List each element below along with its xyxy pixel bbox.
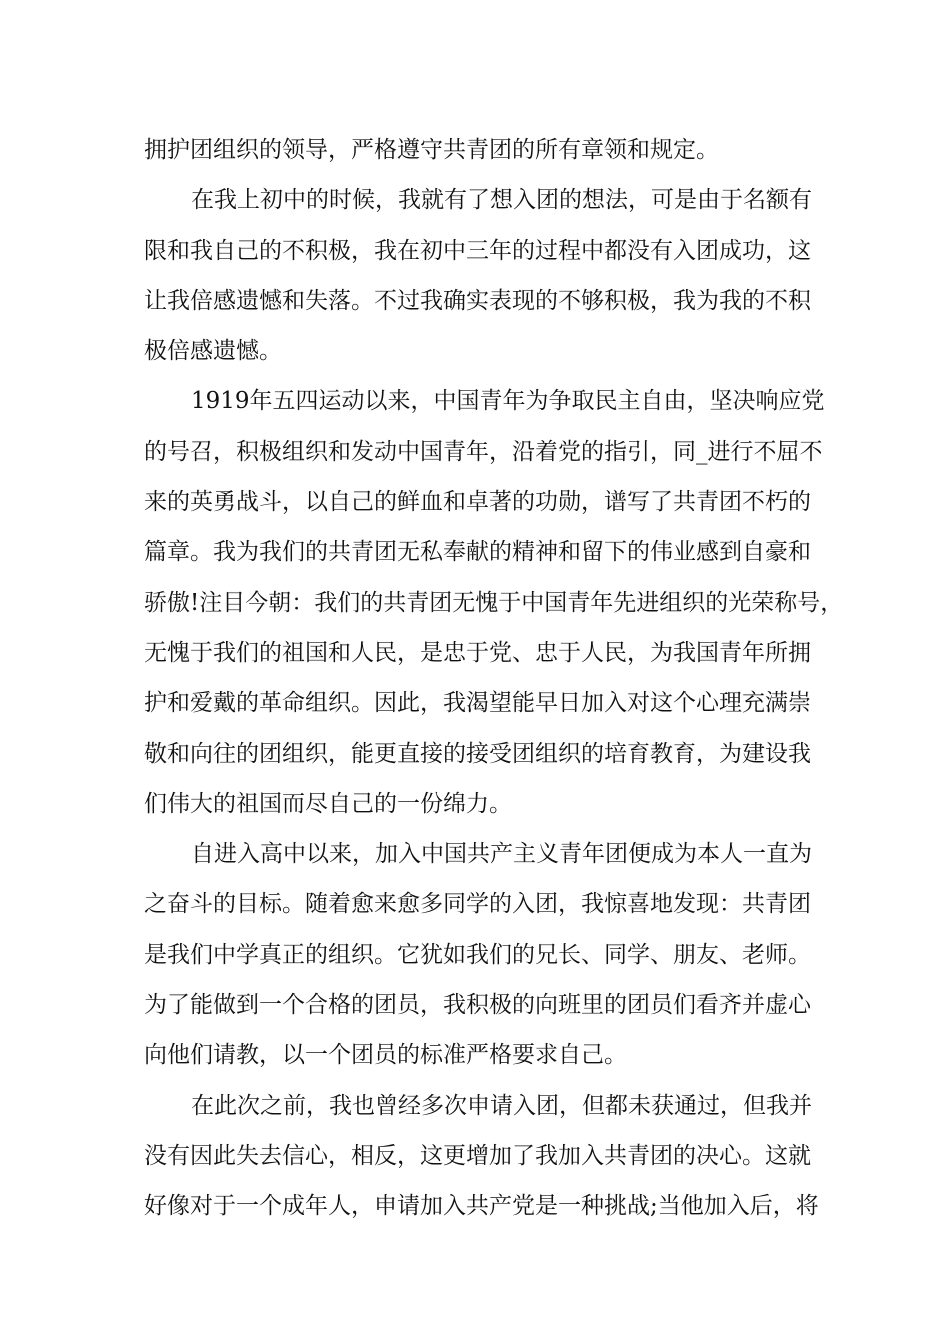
document-body [144,125,844,1232]
paragraph-3-line-6: 无愧于我们的祖国和人民，是忠于党、忠于人民，为我国青年所拥 [144,639,811,666]
paragraph-3-line-9: 们伟大的祖国而尽自己的一份绵力。 [144,790,512,817]
paragraph-4-line-2: 之奋斗的目标。随着愈来愈多同学的入团，我惊喜地发现：共青团 [144,891,811,918]
paragraph-4-line-1: 自进入高中以来，加入中国共产主义青年团便成为本人一直为 [191,841,812,868]
paragraph-4-line-3: 是我们中学真正的组织。它犹如我们的兄长、同学、朋友、老师。 [144,941,811,968]
paragraph-5-line-3: 好像对于一个成年人，申请加入共产党是一种挑战;当他加入后，将 [144,1193,819,1220]
paragraph-2-line-2: 限和我自己的不积极，我在初中三年的过程中都没有入团成功，这 [144,237,811,264]
paragraph-3-line-8: 敬和向往的团组织，能更直接的接受团组织的培育教育，为建设我 [144,740,811,767]
paragraph-2-line-3: 让我倍感遗憾和失落。不过我确实表现的不够积极，我为我的不积 [144,287,811,314]
paragraph-2-line-4: 极倍感遗憾。 [144,338,282,365]
paragraph-2-line-1: 在我上初中的时候，我就有了想入团的想法，可是由于名额有 [191,187,812,214]
paragraph-1-line-1: 拥护团组织的领导，严格遵守共青团的所有章领和规定。 [144,137,719,163]
paragraph-3-line-5: 骄傲!注目今朝：我们的共青团无愧于中国青年先进组织的光荣称号， [144,589,844,616]
paragraph-3-line-7: 护和爱戴的革命组织。因此，我渴望能早日加入对这个心理充满崇 [144,690,811,717]
paragraph-3-line-3: 来的英勇战斗，以自己的鲜血和卓著的功勋，谱写了共青团不朽的 [144,489,811,516]
paragraph-5-line-2: 没有因此失去信心，相反，这更增加了我加入共青团的决心。这就 [144,1142,811,1169]
paragraph-5-line-1: 在此次之前，我也曾经多次申请入团，但都未获通过，但我并 [191,1092,812,1119]
paragraph-3-line-1: 1919年五四运动以来，中国青年为争取民主自由，坚决响应党 [191,388,825,415]
paragraph-3-line-4: 篇章。我为我们的共青团无私奉献的精神和留下的伟业感到自豪和 [144,539,811,566]
paragraph-4-line-4: 为了能做到一个合格的团员，我积极的向班里的团员们看齐并虚心 [144,992,811,1019]
paragraph-4-line-5: 向他们请教，以一个团员的标准严格要求自己。 [144,1042,627,1069]
paragraph-3-line-2: 的号召，积极组织和发动中国青年，沿着党的指引，同_进行不屈不 [144,438,823,465]
